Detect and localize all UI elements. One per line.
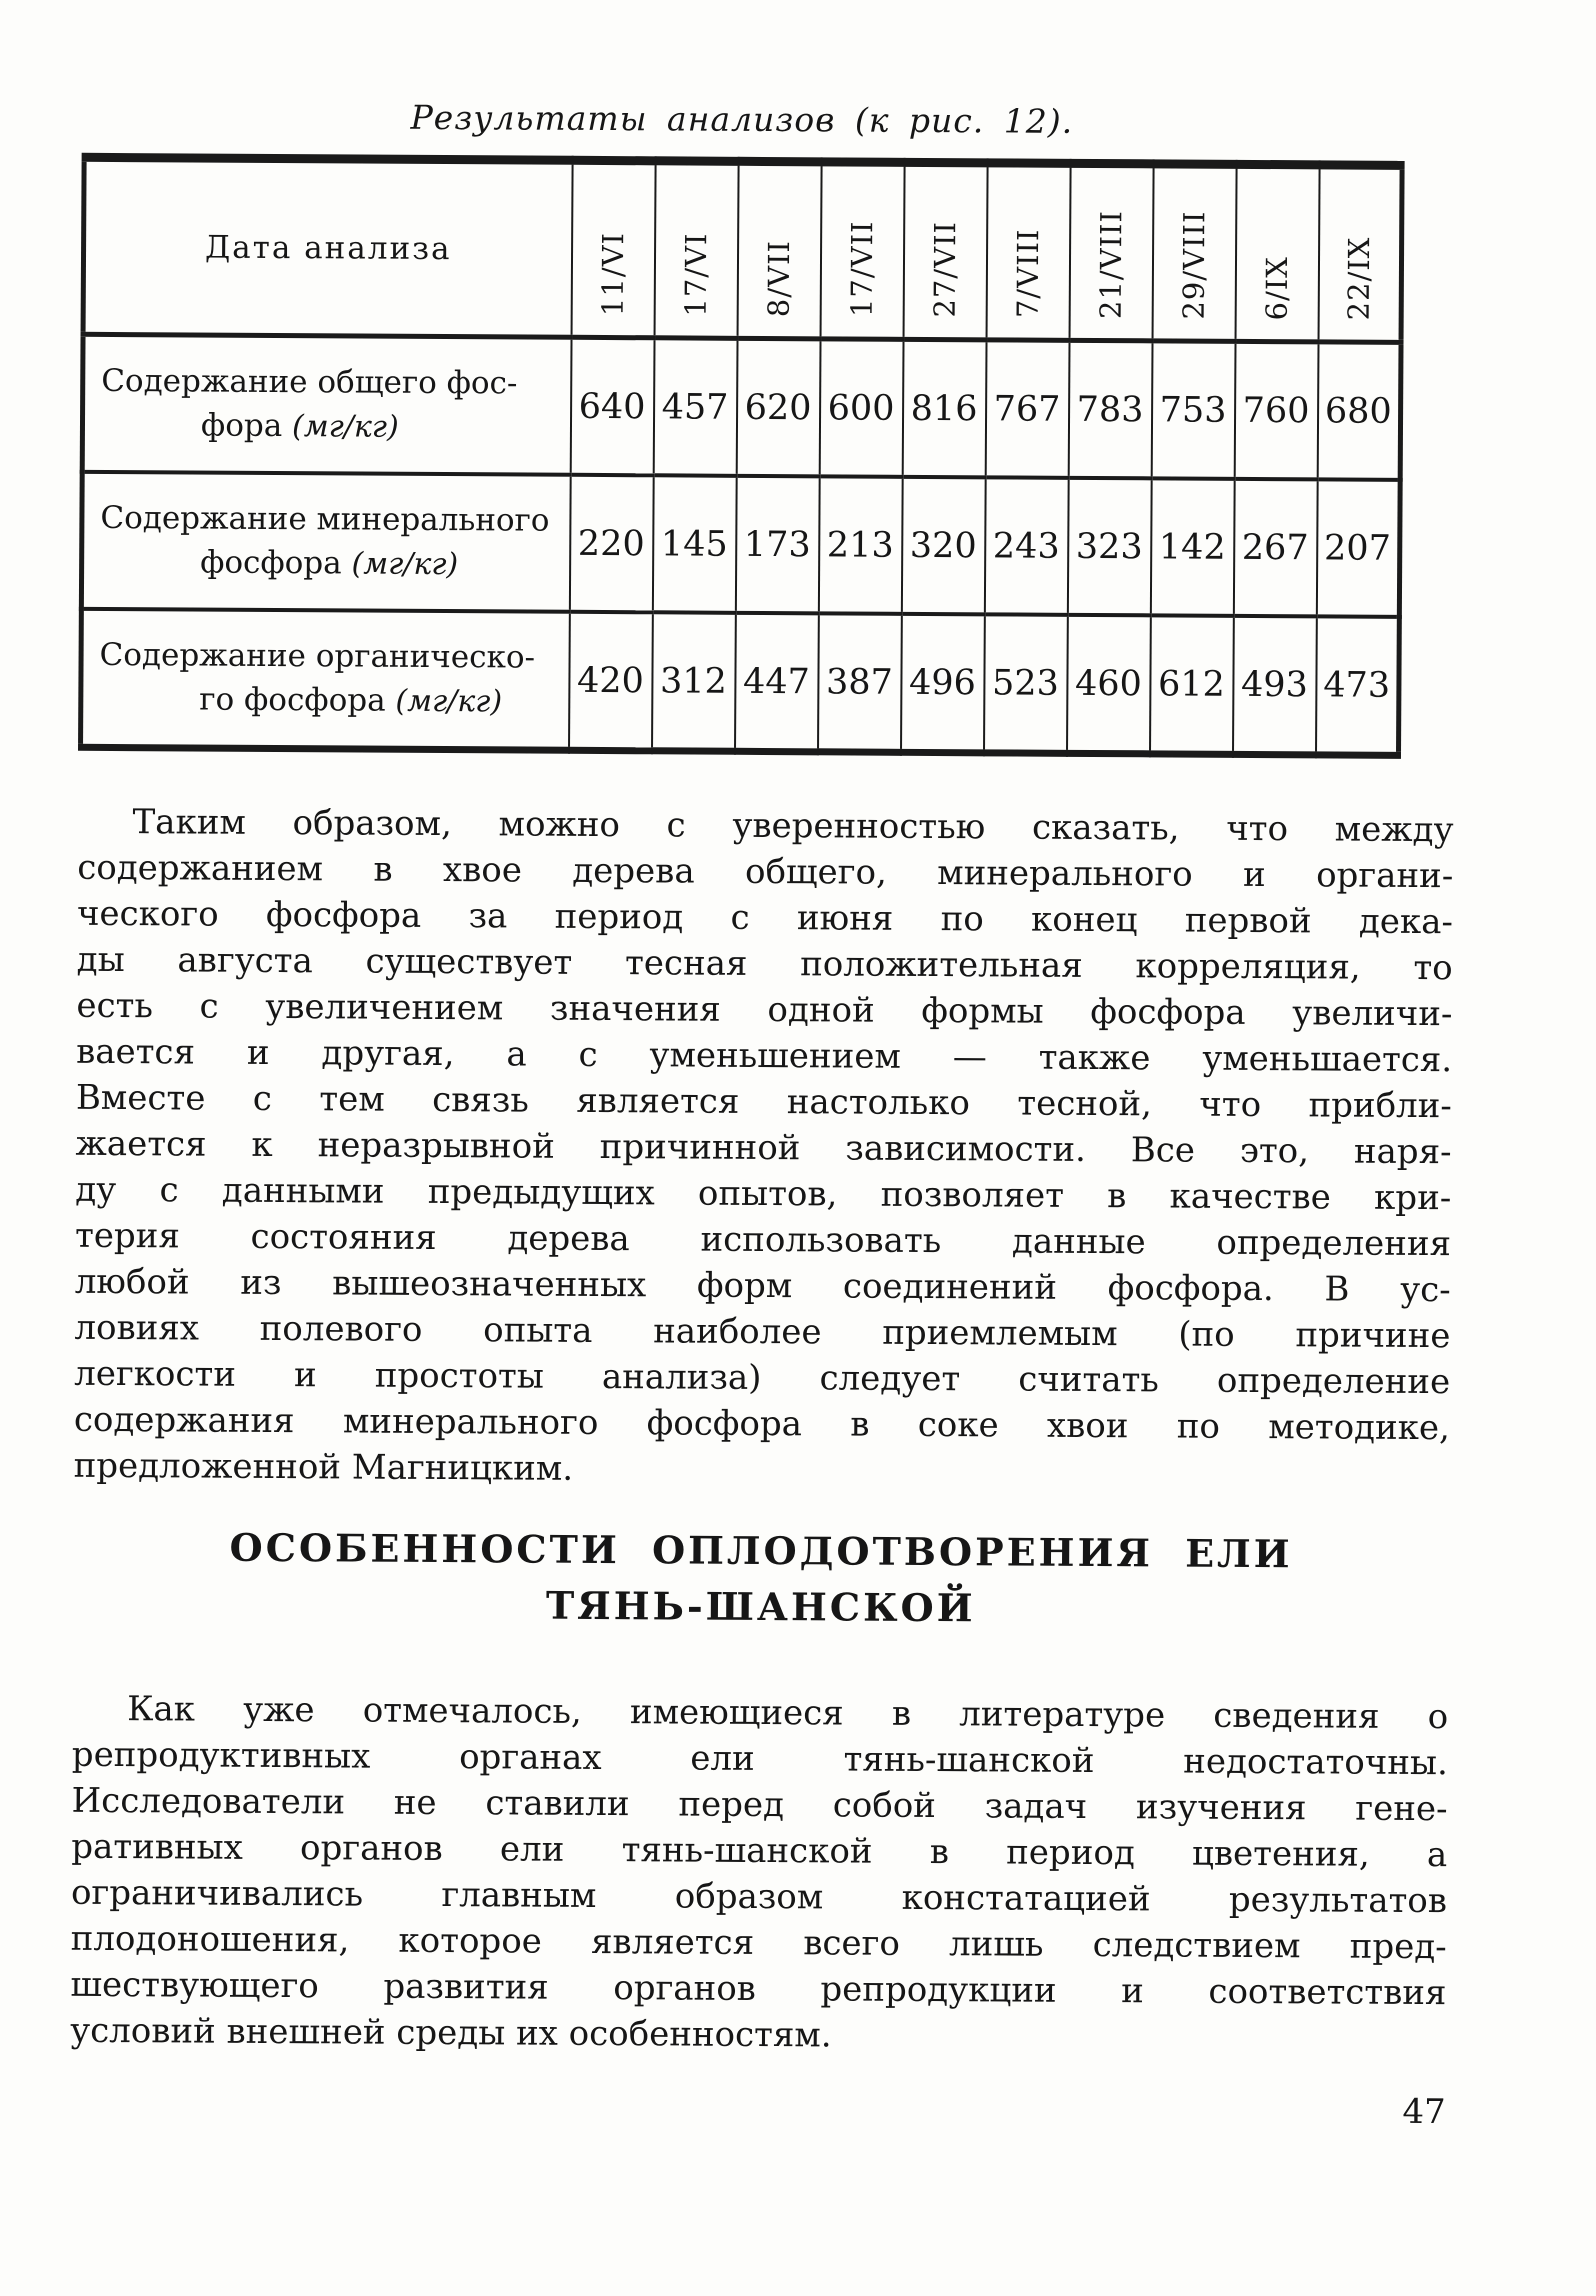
text-line: ловиях полевого опыта наиболее приемлемым (по причине (74, 1307, 1451, 1357)
text-line: вается и другая, а с уменьшением — также уменьшается. (76, 1031, 1453, 1081)
section-heading (73, 1519, 1450, 1639)
row-unit: (мг/кг) (292, 409, 399, 445)
text-line: предложенной Магницким. (73, 1445, 574, 1489)
text-line: содержания минерального фосфора в соке хвои по методике, (73, 1399, 1451, 1449)
table-row (81, 472, 1400, 617)
text-line: терия состояния дерева использовать данные определения (74, 1215, 1452, 1265)
value-cell: 173 (735, 476, 819, 614)
table-header-row (83, 157, 1402, 342)
date-header-label: 6/IX (1259, 255, 1295, 321)
date-header-label: 8/VII (761, 239, 797, 318)
value-cell: 496 (901, 614, 985, 753)
text-line: Таким образом, можно с уверенностью сказать, что между (132, 802, 1454, 851)
date-header (820, 162, 904, 340)
text-line: Как уже отмечалось, имеющиеся в литературе сведения о (127, 1689, 1449, 1738)
date-header (1069, 163, 1153, 341)
value-cell: 220 (569, 475, 653, 613)
row-label (81, 609, 570, 750)
table-row (81, 609, 1400, 756)
date-header-label: 21/VIII (1093, 210, 1129, 320)
value-cell: 473 (1315, 616, 1399, 755)
value-cell: 680 (1317, 342, 1401, 480)
analysis-results-table (78, 153, 1405, 759)
text-line: шествующего развития органов репродукции и соответствия (70, 1964, 1447, 2014)
text-line: ративных органов ели тянь-шанской в период цветения, а (71, 1826, 1448, 1876)
value-cell: 816 (902, 339, 986, 477)
text-line: репродуктивных органах ели тянь-шанской недостаточны. (71, 1734, 1448, 1784)
text-line: ческого фосфора за период с июня по конец первой дека- (76, 893, 1454, 943)
value-cell: 447 (735, 613, 819, 752)
text-line: условий внешней среды их особенностям. (70, 2010, 832, 2056)
text-line: Вместе с тем связь является настолько тесной, что прибли- (75, 1077, 1452, 1127)
row-unit: (мг/кг) (395, 683, 503, 720)
row-label (82, 334, 571, 474)
date-header-label: 7/VIII (1010, 228, 1046, 319)
table-caption: Результаты анализов (к рис. 12). (410, 97, 1074, 141)
value-cell: 267 (1233, 479, 1317, 617)
date-header-label: 17/VI (678, 232, 714, 317)
value-cell: 753 (1151, 341, 1235, 479)
date-header (986, 163, 1070, 341)
date-header (571, 160, 655, 338)
row-label-line2: го фосфора (мг/кг) (199, 681, 503, 720)
date-header-label: 11/VI (595, 231, 631, 317)
row-unit: (мг/кг) (351, 546, 459, 583)
page-content (70, 0, 1459, 2132)
date-header-label: 17/VII (844, 220, 880, 318)
value-cell: 640 (570, 337, 654, 475)
row-label-line2: фора (мг/кг) (200, 407, 399, 445)
text-line: содержанием в хвое дерева общего, минерального и органи- (77, 847, 1454, 897)
corner-label: Дата анализа (83, 157, 572, 337)
date-header (737, 161, 821, 339)
value-cell: 323 (1067, 478, 1151, 616)
value-cell: 243 (984, 477, 1068, 615)
value-cell: 142 (1150, 478, 1234, 616)
value-cell: 320 (901, 477, 985, 615)
text-line: любой из вышеозначенных форм соединений фосфора. В ус- (74, 1261, 1451, 1311)
row-label-line1: Содержание органическо- (99, 636, 536, 676)
value-cell: 145 (652, 475, 736, 613)
value-cell: 493 (1233, 616, 1317, 755)
value-cell: 312 (652, 612, 736, 751)
text-line: жается к неразрывной причинной зависимости. Все это, наря- (75, 1123, 1452, 1173)
value-cell: 760 (1234, 341, 1318, 479)
section-heading-line2: ТЯНЬ-ШАНСКОЙ (545, 1582, 976, 1631)
text-line: ды августа существует тесная положительная корреляция, то (76, 939, 1453, 989)
value-cell: 612 (1150, 615, 1234, 754)
text-line: ду с данными предыдущих опытов, позволяет в качестве кри- (75, 1169, 1452, 1219)
text-line: Исследователи не ставили перед собой задач изучения гене- (71, 1780, 1448, 1830)
paragraph-fertilization-intro (70, 1686, 1448, 2062)
date-header (903, 162, 987, 340)
value-cell: 207 (1316, 479, 1400, 617)
date-header (1235, 164, 1319, 342)
page-number: 47 (1402, 2091, 1446, 2133)
row-label-line1: Содержание минерального (100, 499, 550, 539)
paragraph-correlation (73, 799, 1453, 1497)
date-header (1152, 164, 1236, 342)
value-cell: 460 (1067, 615, 1151, 754)
text-line: плодоношения, которое является всего лишь следствием пред- (70, 1918, 1447, 1968)
row-label-line2: фосфора (мг/кг) (200, 544, 459, 583)
date-header (654, 161, 738, 339)
date-header-label: 27/VII (927, 221, 963, 319)
row-label (81, 472, 570, 612)
text-line: легкости и простоты анализа) следует считать определение (74, 1353, 1451, 1403)
value-cell: 620 (736, 338, 820, 476)
section-heading-line1: ОСОБЕННОСТИ ОПЛОДОТВОРЕНИЯ ЕЛИ (229, 1524, 1293, 1577)
value-cell: 600 (819, 339, 903, 477)
text-line: ограничивались главным образом констатацией результатов (70, 1872, 1448, 1922)
date-header-label: 29/VIII (1176, 210, 1212, 320)
table-row (82, 334, 1401, 480)
value-cell: 523 (984, 614, 1068, 753)
date-header (1318, 165, 1402, 343)
value-cell: 783 (1068, 340, 1152, 478)
row-label-line1: Содержание общего фос- (101, 362, 518, 402)
value-cell: 387 (818, 613, 902, 752)
value-cell: 457 (653, 338, 737, 476)
value-cell: 420 (569, 612, 653, 751)
date-header-label: 22/IX (1341, 236, 1377, 321)
value-cell: 767 (985, 340, 1069, 478)
text-line: есть с увеличением значения одной формы фосфора увеличи- (76, 985, 1453, 1035)
value-cell: 213 (818, 476, 902, 614)
